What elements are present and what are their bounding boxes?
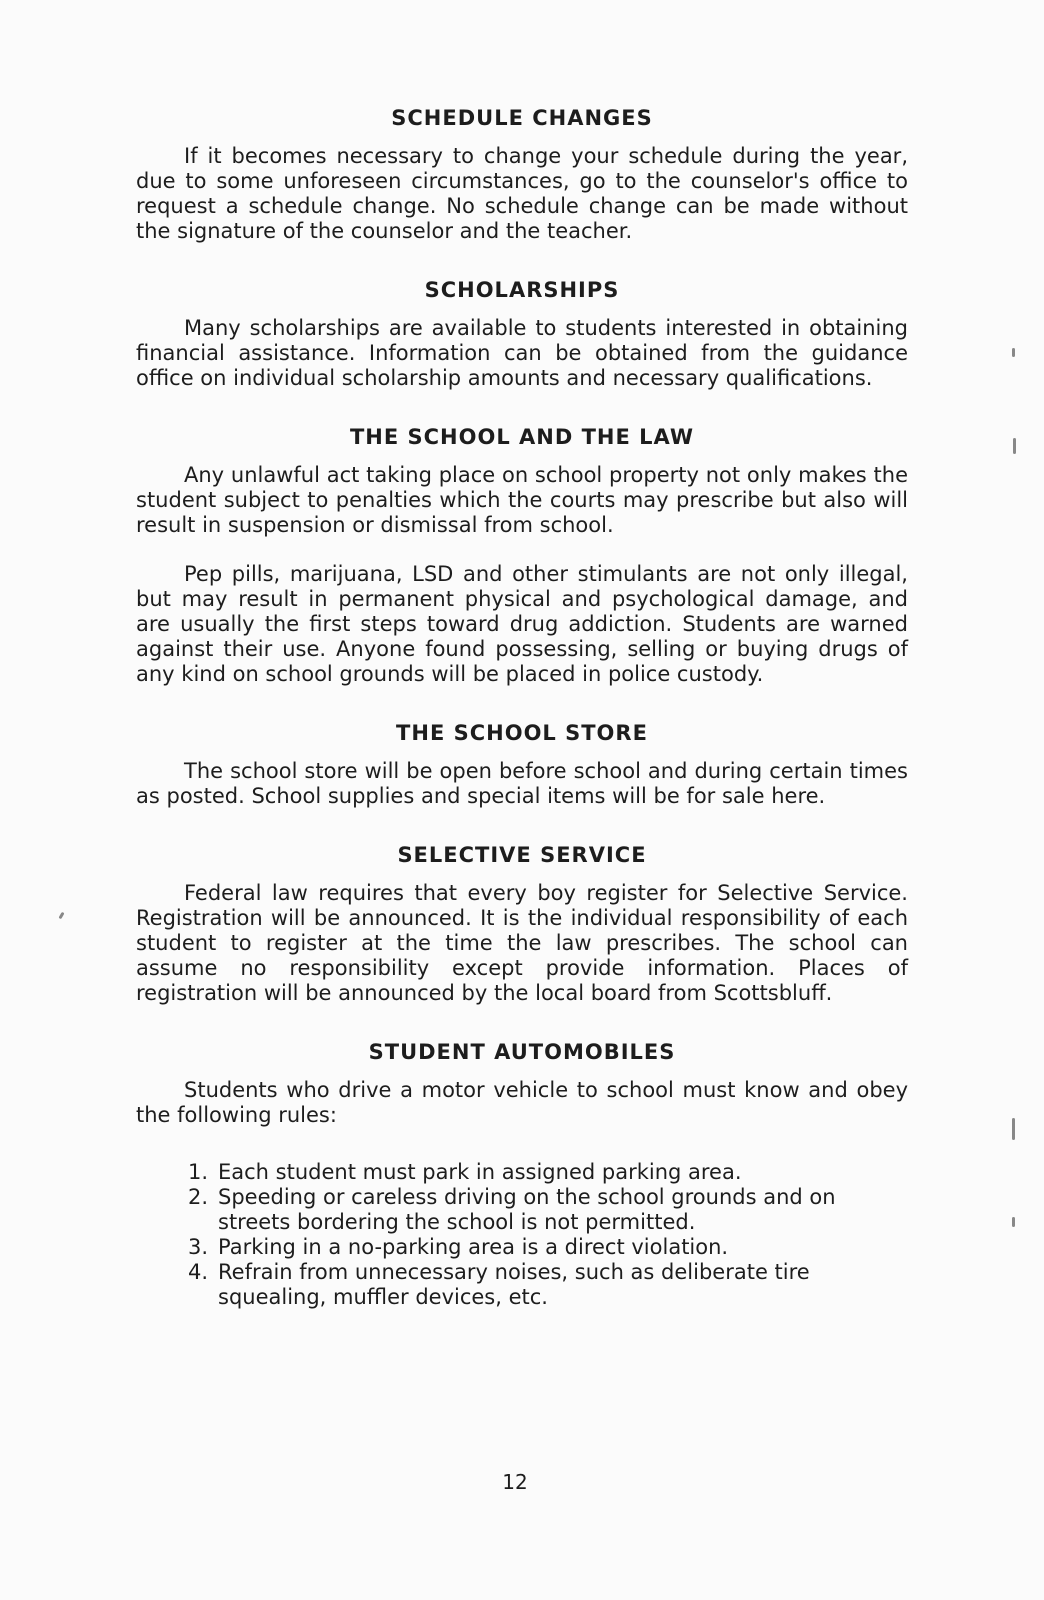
- scan-speck: [1012, 1118, 1015, 1140]
- heading-student-automobiles: STUDENT AUTOMOBILES: [368, 1040, 676, 1064]
- paragraph-school-and-law-2: Pep pills, marijuana, LSD and other stimulants are not only illegal, but may result in permanent physical and psychological damage, and are usually the first steps toward drug addiction. Students are warned against their use. Anyone found possessing, selling or buying drugs of any kind on school grounds will be placed in police custody.: [136, 562, 908, 686]
- list-item-text: Each student must park in assigned parking area.: [218, 1160, 742, 1184]
- heading-school-and-law: THE SCHOOL AND THE LAW: [349, 425, 695, 449]
- heading-selective-service: SELECTIVE SERVICE: [397, 843, 647, 867]
- list-item-text: Speeding or careless driving on the school grounds and on streets bordering the school is not permitted.: [218, 1185, 836, 1234]
- heading-scholarships: SCHOLARSHIPS: [424, 278, 620, 302]
- page-number: 12: [502, 1470, 528, 1494]
- list-item: [188, 1185, 908, 1235]
- paragraph-school-store: The school store will be open before school and during certain times as posted. School supplies and special items will be for sale here.: [136, 759, 908, 808]
- automobile-rules-list: [136, 1160, 908, 1310]
- paragraph-schedule-changes: If it becomes necessary to change your schedule during the year, due to some unforeseen circumstances, go to the counselor's office to request a schedule change. No schedule change can be made without the signature of the counselor and the teacher.: [136, 144, 908, 243]
- list-item: [188, 1235, 908, 1260]
- list-item-text: Parking in a no-parking area is a direct violation.: [218, 1235, 729, 1259]
- heading-school-store: THE SCHOOL STORE: [396, 721, 648, 745]
- paragraph-scholarships: Many scholarships are available to students interested in obtaining financial assistance. Information can be obtained from the guidance office on individual scholarship amounts and necessary qualifications.: [136, 316, 908, 390]
- paragraph-school-and-law-1: Any unlawful act taking place on school property not only makes the student subject to penalties which the courts may prescribe but also will result in suspension or dismissal from school.: [136, 463, 908, 537]
- paragraph-selective-service: Federal law requires that every boy register for Selective Service. Registration will be announced. It is the individual responsibility of each student to register at the time the law prescribes. The school can assume no responsibility except provide information. Places of registration will be announced by the local board from Scottsbluff.: [136, 881, 908, 1005]
- scan-speck: [1012, 348, 1015, 357]
- list-item: [188, 1260, 908, 1310]
- list-item-number: 2.: [188, 1185, 209, 1209]
- paragraph-student-automobiles: Students who drive a motor vehicle to school must know and obey the following rules:: [136, 1078, 908, 1127]
- scan-speck: [58, 912, 64, 920]
- list-item-number: 3.: [188, 1235, 209, 1259]
- scan-speck: [1012, 1217, 1015, 1227]
- scan-speck: [1013, 438, 1016, 454]
- list-item-text: Refrain from unnecessary noises, such as deliberate tire squealing, muffler devices, etc.: [218, 1260, 810, 1309]
- page-content: [136, 104, 908, 1310]
- list-item: [188, 1160, 908, 1185]
- heading-schedule-changes: SCHEDULE CHANGES: [391, 106, 653, 130]
- list-item-number: 4.: [188, 1260, 209, 1284]
- list-item-number: 1.: [188, 1160, 209, 1184]
